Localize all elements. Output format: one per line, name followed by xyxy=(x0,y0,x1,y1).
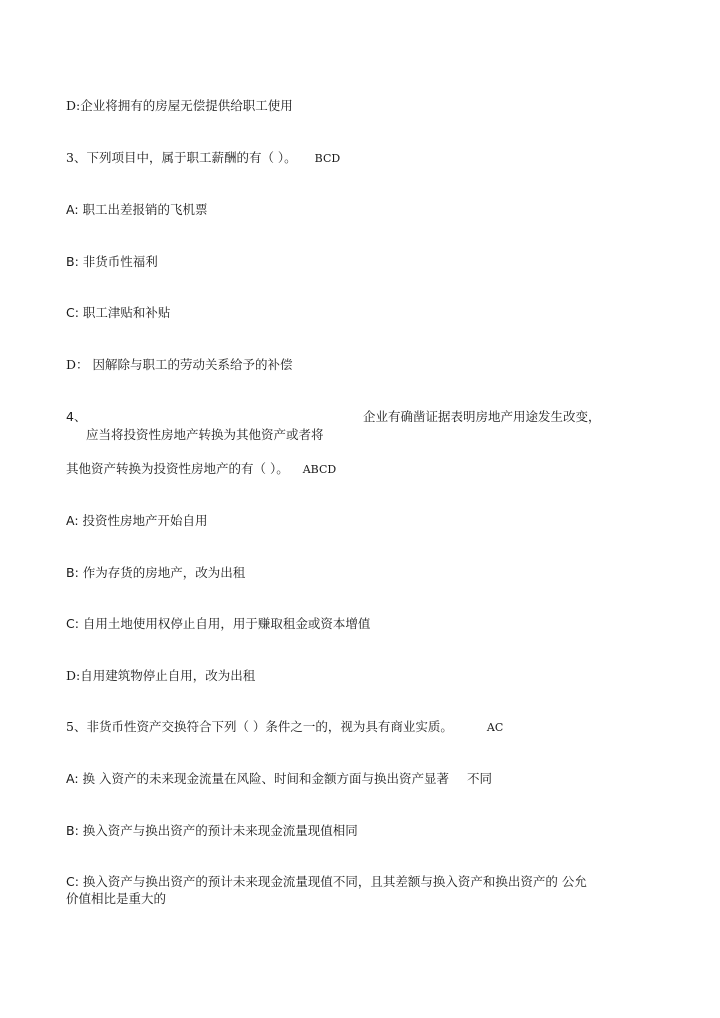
question-4-text-part1: 企业有确凿证据表明房地产用途发生改变， xyxy=(363,409,601,424)
question-5-option-c-line2: 价值相比是重大的 xyxy=(66,891,167,906)
question-5-text: 5、非货币性资产交换符合下列（ ）条件之一的，视为具有商业实质。 xyxy=(66,719,453,734)
question-5-option-a xyxy=(66,771,492,787)
question-3-option-b: B: 非货币性福利 xyxy=(66,254,158,269)
question-3-option-d: D： 因解除与职工的劳动关系给予的补偿 xyxy=(66,357,293,372)
question-3-option-c: C: 职工津贴和补贴 xyxy=(66,305,171,320)
question-4-option-a: A: 投资性房地产开始自用 xyxy=(66,513,208,528)
question-5-option-a-tail: 不同 xyxy=(466,771,492,786)
question-4-text-part3-row xyxy=(66,461,336,478)
question-5-option-a-text: A: 换 入资产的未来现金流量在风险、时间和金额方面与换出资产显著 xyxy=(66,771,449,786)
question-4-option-c: C: 自用土地使用权停止自用，用于赚取租金或资本增值 xyxy=(66,616,371,631)
question-5-option-c-line1: C: 换入资产与换出资产的预计未来现金流量现值不同，且其差额与换入资产和换出资产的 公允 xyxy=(66,874,587,889)
question-3-option-a: A: 职工出差报销的飞机票 xyxy=(66,202,208,217)
question-5-option-b: B: 换入资产与换出资产的预计未来现金流量现值相同 xyxy=(66,823,358,838)
question-5 xyxy=(66,719,503,736)
question-3 xyxy=(66,150,340,167)
question-4-text-part3: 其他资产转换为投资性房地产的有（ ）。 xyxy=(66,461,289,476)
question-4-option-b: B: 作为存货的房地产，改为出租 xyxy=(66,565,246,580)
question-5-answer: AC xyxy=(486,721,504,734)
question-4-number: 4、 xyxy=(66,409,87,424)
option-d-prev: D:企业将拥有的房屋无偿提供给职工使用 xyxy=(66,98,293,113)
question-4-text-part2: 应当将投资性房地产转换为其他资产或者将 xyxy=(86,427,324,442)
question-4-option-d: D:自用建筑物停止自用，改为出租 xyxy=(66,668,256,683)
question-3-answer: BCD xyxy=(314,152,341,165)
question-3-text: 3、下列项目中，属于职工薪酬的有（ ）。 xyxy=(66,150,297,165)
question-4-answer: ABCD xyxy=(302,463,337,476)
